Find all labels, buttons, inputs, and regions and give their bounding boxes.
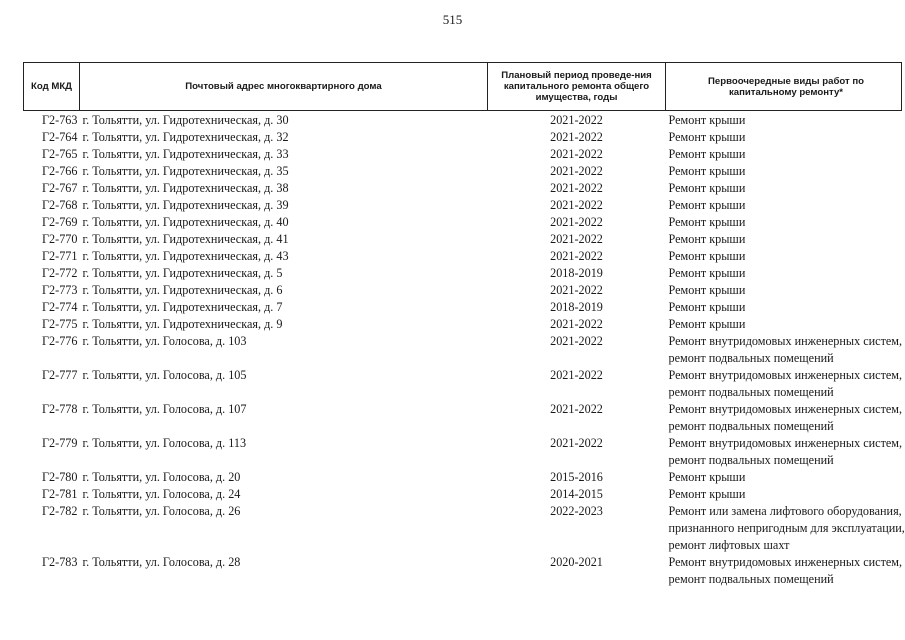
works-line: Ремонт крыши <box>668 249 746 263</box>
cell-address: г. Тольятти, ул. Гидротехническая, д. 38 <box>82 181 289 195</box>
works-line: ремонт подвальных помещений <box>668 419 834 433</box>
cell-period: 2022-2023 <box>550 504 603 518</box>
cell-code: Г2-781 <box>42 487 78 501</box>
cell-code: Г2-778 <box>42 402 78 416</box>
cell-works <box>666 111 902 130</box>
works-line: Ремонт внутридомовых инженерных систем, <box>668 555 903 569</box>
works-line: ремонт подвальных помещений <box>668 453 834 467</box>
cell-address: г. Тольятти, ул. Гидротехническая, д. 32 <box>82 130 289 144</box>
works-line: Ремонт внутридомовых инженерных систем, <box>668 436 903 450</box>
header-period: Плановый период проведе-ния капитального ремонта общего имущества, годы <box>488 63 666 111</box>
cell-code: Г2-783 <box>42 555 78 569</box>
table-row <box>24 503 902 554</box>
cell-works <box>666 231 902 248</box>
cell-period: 2021-2022 <box>550 368 603 382</box>
cell-period: 2021-2022 <box>550 436 603 450</box>
table-header <box>24 63 902 111</box>
table-row <box>24 180 902 197</box>
cell-address: г. Тольятти, ул. Гидротехническая, д. 7 <box>82 300 283 314</box>
cell-period: 2021-2022 <box>550 164 603 178</box>
works-line: Ремонт крыши <box>668 283 746 297</box>
cell-works <box>666 435 902 469</box>
cell-address: г. Тольятти, ул. Голосова, д. 105 <box>82 368 247 382</box>
capital-repair-table <box>23 62 905 588</box>
cell-period: 2021-2022 <box>550 317 603 331</box>
works-line: Ремонт крыши <box>668 232 746 246</box>
table-row <box>24 282 902 299</box>
header-works: Первоочередные виды работ по капитальному ремонту* <box>666 63 902 111</box>
cell-address: г. Тольятти, ул. Гидротехническая, д. 5 <box>82 266 283 280</box>
cell-works <box>666 146 902 163</box>
cell-works <box>666 180 902 197</box>
cell-address: г. Тольятти, ул. Голосова, д. 24 <box>82 487 241 501</box>
cell-code: Г2-776 <box>42 334 78 348</box>
cell-address: г. Тольятти, ул. Голосова, д. 28 <box>82 555 241 569</box>
cell-works <box>666 282 902 299</box>
table-body <box>24 111 905 589</box>
works-line: Ремонт внутридомовых инженерных систем, <box>668 402 903 416</box>
cell-code: Г2-773 <box>42 283 78 297</box>
works-line: Ремонт крыши <box>668 130 746 144</box>
cell-period: 2021-2022 <box>550 215 603 229</box>
cell-works <box>666 197 902 214</box>
cell-period: 2021-2022 <box>550 334 603 348</box>
cell-address: г. Тольятти, ул. Гидротехническая, д. 9 <box>82 317 283 331</box>
cell-period: 2021-2022 <box>550 249 603 263</box>
cell-address: г. Тольятти, ул. Гидротехническая, д. 6 <box>82 283 283 297</box>
cell-address: г. Тольятти, ул. Голосова, д. 103 <box>82 334 247 348</box>
works-line: ремонт лифтовых шахт <box>668 538 790 552</box>
cell-address: г. Тольятти, ул. Голосова, д. 20 <box>82 470 241 484</box>
table-row <box>24 146 902 163</box>
cell-works <box>666 401 902 435</box>
table-row <box>24 401 902 435</box>
cell-works <box>666 486 902 503</box>
cell-period: 2021-2022 <box>550 147 603 161</box>
works-line: Ремонт внутридомовых инженерных систем, <box>668 334 903 348</box>
cell-period: 2021-2022 <box>550 181 603 195</box>
table-row <box>24 214 902 231</box>
cell-works <box>666 248 902 265</box>
cell-code: Г2-766 <box>42 164 78 178</box>
table-row <box>24 299 902 316</box>
table-row <box>24 231 902 248</box>
cell-works <box>666 214 902 231</box>
cell-code: Г2-764 <box>42 130 78 144</box>
cell-period: 2021-2022 <box>550 130 603 144</box>
cell-works <box>666 333 902 367</box>
cell-period: 2021-2022 <box>550 402 603 416</box>
cell-code: Г2-765 <box>42 147 78 161</box>
cell-address: г. Тольятти, ул. Гидротехническая, д. 41 <box>82 232 289 246</box>
works-line: ремонт подвальных помещений <box>668 572 834 586</box>
header-code: Код МКД <box>24 63 80 111</box>
table-row <box>24 554 902 588</box>
works-line: ремонт подвальных помещений <box>668 385 834 399</box>
table-row <box>24 111 902 130</box>
works-line: Ремонт крыши <box>668 470 746 484</box>
cell-address: г. Тольятти, ул. Гидротехническая, д. 30 <box>82 113 289 127</box>
cell-code: Г2-771 <box>42 249 78 263</box>
works-line: Ремонт крыши <box>668 181 746 195</box>
cell-code: Г2-782 <box>42 504 78 518</box>
cell-address: г. Тольятти, ул. Гидротехническая, д. 39 <box>82 198 289 212</box>
table-row <box>24 129 902 146</box>
table-row <box>24 248 902 265</box>
works-line: Ремонт крыши <box>668 164 746 178</box>
cell-period: 2014-2015 <box>550 487 603 501</box>
table-row <box>24 265 902 282</box>
cell-code: Г2-772 <box>42 266 78 280</box>
works-line: Ремонт крыши <box>668 198 746 212</box>
works-line: Ремонт крыши <box>668 215 746 229</box>
page-number: 515 <box>442 12 463 27</box>
cell-period: 2021-2022 <box>550 113 603 127</box>
works-line: Ремонт или замена лифтового оборудования, <box>668 504 902 518</box>
cell-period: 2021-2022 <box>550 198 603 212</box>
cell-period: 2020-2021 <box>550 555 603 569</box>
works-line: признанного непригодным для эксплуатации, <box>668 521 905 535</box>
works-line: Ремонт крыши <box>668 317 746 331</box>
works-line: Ремонт внутридомовых инженерных систем, <box>668 368 903 382</box>
cell-address: г. Тольятти, ул. Гидротехническая, д. 33 <box>82 147 289 161</box>
cell-period: 2018-2019 <box>550 300 603 314</box>
cell-works <box>666 554 902 588</box>
cell-code: Г2-768 <box>42 198 78 212</box>
header-address: Почтовый адрес многоквартирного дома <box>80 63 488 111</box>
cell-address: г. Тольятти, ул. Гидротехническая, д. 40 <box>82 215 289 229</box>
cell-works <box>666 299 902 316</box>
cell-address: г. Тольятти, ул. Гидротехническая, д. 35 <box>82 164 289 178</box>
works-line: Ремонт крыши <box>668 113 746 127</box>
cell-works <box>666 163 902 180</box>
table-row <box>24 486 902 503</box>
table-row <box>24 367 902 401</box>
cell-code: Г2-779 <box>42 436 78 450</box>
cell-period: 2018-2019 <box>550 266 603 280</box>
cell-works <box>666 129 902 146</box>
cell-code: Г2-770 <box>42 232 78 246</box>
table-row <box>24 435 902 469</box>
cell-works <box>666 265 902 282</box>
cell-period: 2021-2022 <box>550 283 603 297</box>
table-row <box>24 333 902 367</box>
cell-works <box>666 469 902 486</box>
cell-code: Г2-774 <box>42 300 78 314</box>
cell-code: Г2-767 <box>42 181 78 195</box>
cell-works <box>666 316 902 333</box>
works-line: Ремонт крыши <box>668 147 746 161</box>
works-line: Ремонт крыши <box>668 300 746 314</box>
table-row <box>24 316 902 333</box>
cell-code: Г2-763 <box>42 113 78 127</box>
works-line: Ремонт крыши <box>668 266 746 280</box>
cell-works <box>666 367 902 401</box>
works-line: ремонт подвальных помещений <box>668 351 834 365</box>
cell-address: г. Тольятти, ул. Гидротехническая, д. 43 <box>82 249 289 263</box>
cell-works <box>666 503 905 554</box>
table-row <box>24 163 902 180</box>
cell-code: Г2-769 <box>42 215 78 229</box>
cell-code: Г2-780 <box>42 470 78 484</box>
cell-code: Г2-775 <box>42 317 78 331</box>
cell-period: 2015-2016 <box>550 470 603 484</box>
cell-address: г. Тольятти, ул. Голосова, д. 113 <box>82 436 247 450</box>
cell-period: 2021-2022 <box>550 232 603 246</box>
capital-repair-table-container <box>23 62 905 588</box>
works-line: Ремонт крыши <box>668 487 746 501</box>
cell-address: г. Тольятти, ул. Голосова, д. 107 <box>82 402 247 416</box>
table-row <box>24 469 902 486</box>
cell-address: г. Тольятти, ул. Голосова, д. 26 <box>82 504 241 518</box>
table-row <box>24 197 902 214</box>
cell-code: Г2-777 <box>42 368 78 382</box>
